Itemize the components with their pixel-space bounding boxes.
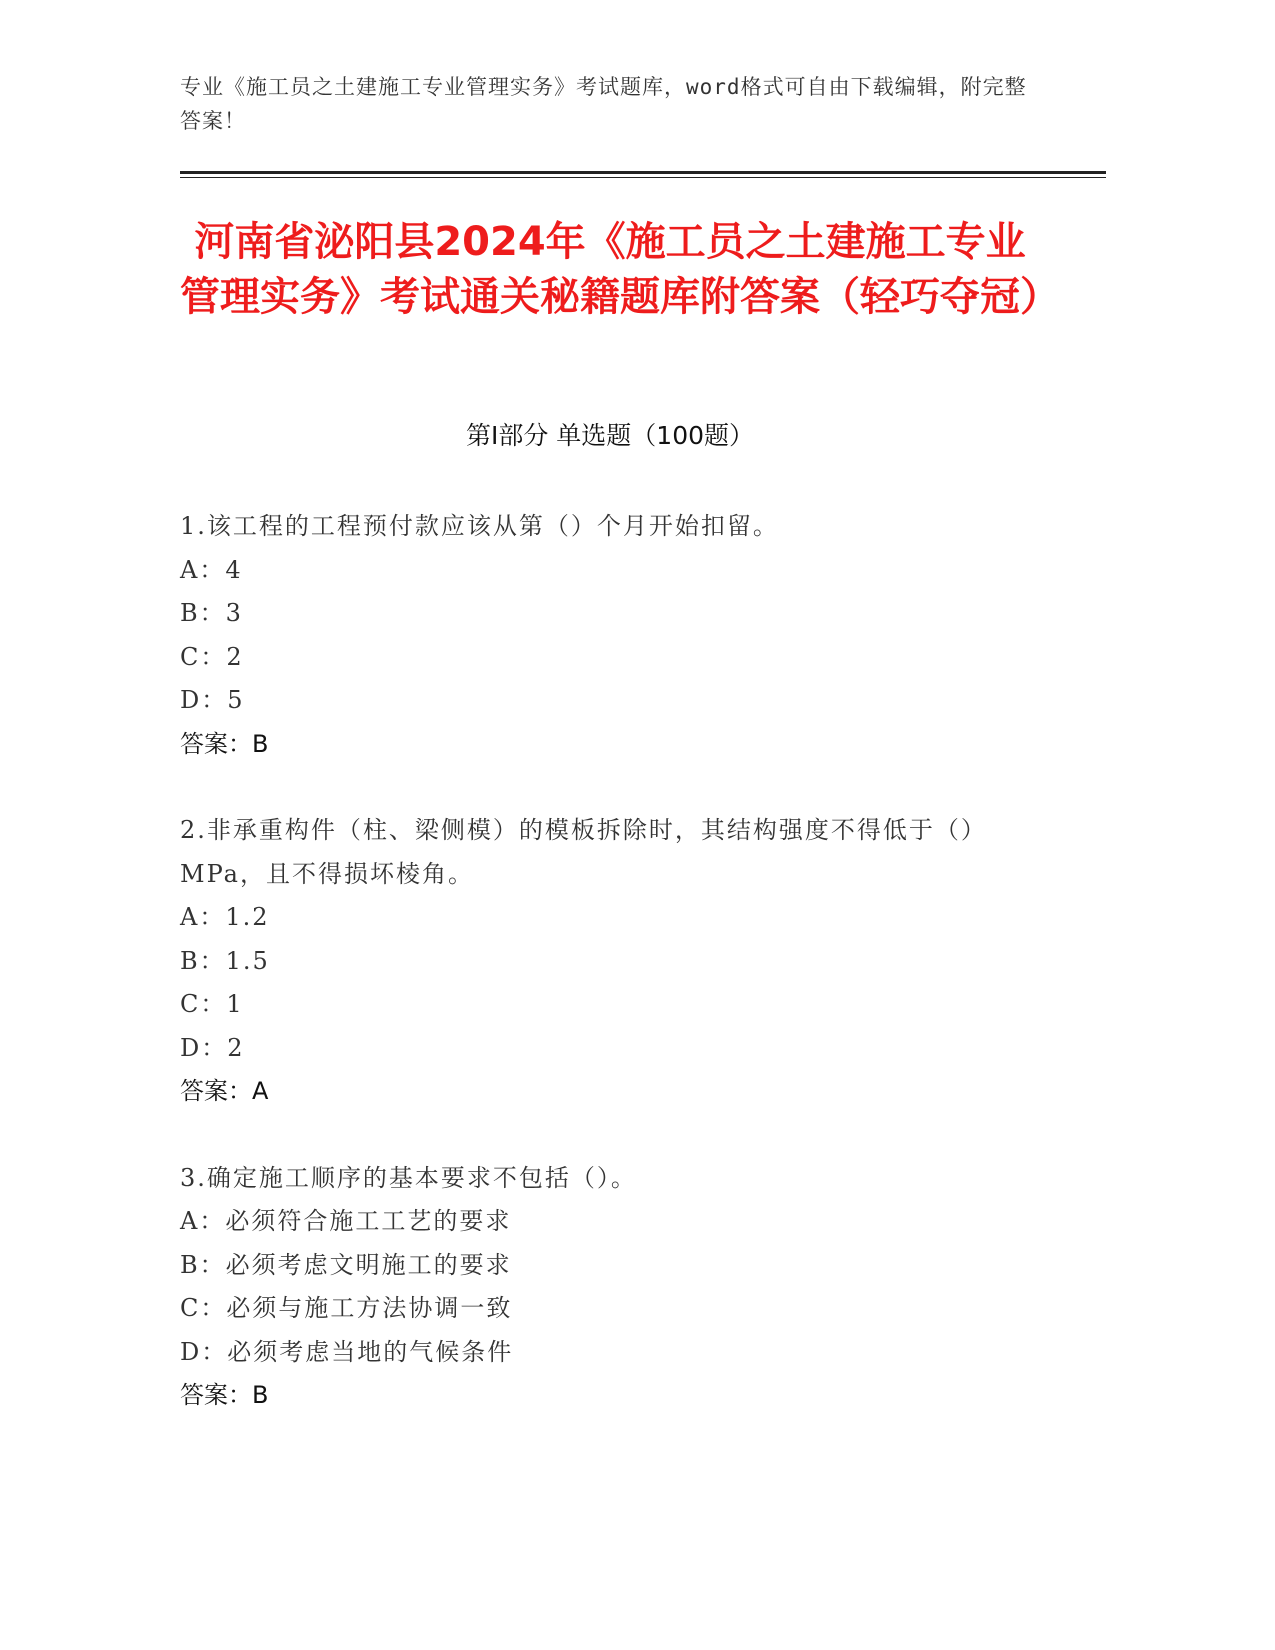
option-d: D：5 <box>180 686 245 714</box>
option-d: D：必须考虑当地的气候条件 <box>180 1337 514 1366</box>
header-note: 专业《施工员之土建施工专业管理实务》考试题库，word格式可自由下载编辑，附完整答案！ <box>180 75 1027 133</box>
question-1 <box>180 505 1040 766</box>
answer: 答案：A <box>180 1077 269 1105</box>
question-stem: 2.非承重构件（柱、梁侧模）的模板拆除时，其结构强度不得低于（）MPa，且不得损坏棱角。 <box>180 816 987 888</box>
answer: 答案：B <box>180 729 269 758</box>
question-stem: 1.该工程的工程预付款应该从第（）个月开始扣留。 <box>180 512 779 540</box>
header-rule-thin <box>180 177 1106 178</box>
option-b: B：3 <box>180 599 243 627</box>
document-title: 河南省泌阳县2024年《施工员之土建施工专业管理实务》考试通关秘籍题库附答案（轻巧夺冠） <box>180 219 1060 320</box>
header-rule-thick <box>180 171 1106 174</box>
option-c: C：2 <box>180 642 244 671</box>
section-heading: 第Ⅰ部分 单选题（100题） <box>465 421 755 450</box>
option-c: C：1 <box>180 990 244 1018</box>
answer: 答案：B <box>180 1381 269 1409</box>
option-a: A：必须符合施工工艺的要求 <box>180 1207 512 1235</box>
option-b: B：1.5 <box>180 946 270 975</box>
option-b: B：必须考虑文明施工的要求 <box>180 1250 512 1279</box>
option-c: C：必须与施工方法协调一致 <box>180 1294 513 1322</box>
question-stem: 3.确定施工顺序的基本要求不包括（）。 <box>180 1163 637 1192</box>
option-a: A：4 <box>180 555 243 584</box>
question-list <box>180 505 1040 1461</box>
option-a: A：1.2 <box>180 903 270 931</box>
option-d: D：2 <box>180 1033 245 1062</box>
question-2 <box>180 809 1040 1114</box>
question-3 <box>180 1157 1040 1418</box>
